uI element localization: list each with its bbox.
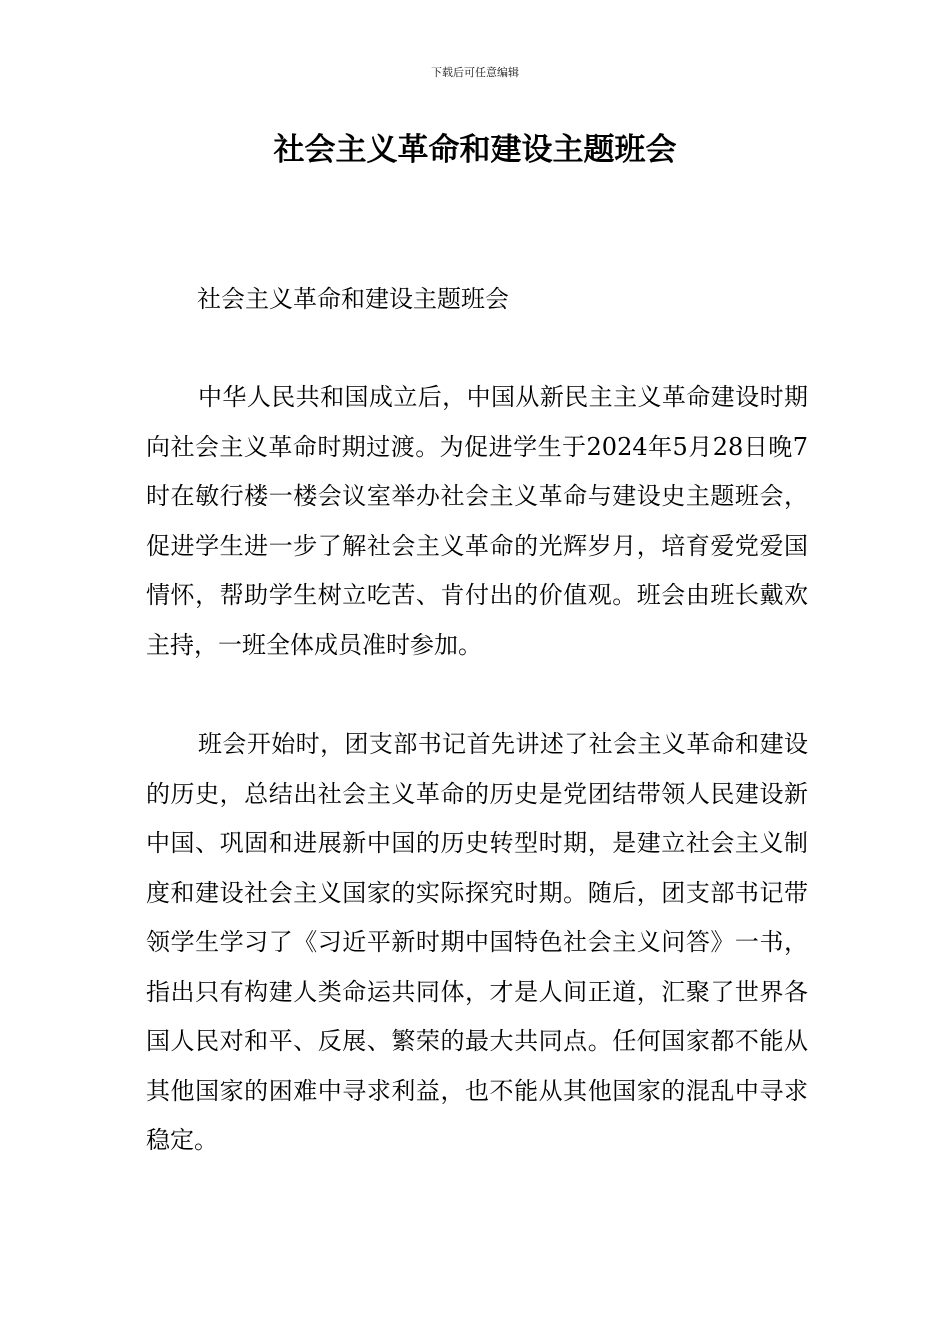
header-note: 下载后可任意编辑: [431, 66, 519, 79]
paragraph-2: 班会开始时，团支部书记首先讲述了社会主义革命和建设的历史，总结出社会主义革命的历史是党团结带领人民建设新中国、巩固和进展新中国的历史转型时期，是建立社会主义制度和建设社会主义国家的实际探究时期。随后，团支部书记带领学生学习了《习近平新时期中国特色社会主义问答》一书，指出只有构建人类命运共同体，才是人间正道，汇聚了世界各国人民对和平、反展、繁荣的最大共同点。任何国家都不能从其他国家的困难中寻求利益，也不能从其他国家的混乱中寻求稳定。: [146, 730, 808, 1154]
document-subtitle: 社会主义革命和建设主题班会: [197, 285, 509, 313]
document-title: 社会主义革命和建设主题班会: [273, 132, 677, 168]
paragraph-1: 中华人民共和国成立后，中国从新民主主义革命建设时期向社会主义革命时期过渡。为促进学生于2024年5月28日晚7时在敏行楼一楼会议室举办社会主义革命与建设史主题班会，促进学生进一步了解社会主义革命的光辉岁月，培育爱党爱国情怀，帮助学生树立吃苦、肯付出的价值观。班会由班长戴欢主持，一班全体成员准时参加。: [146, 383, 808, 659]
